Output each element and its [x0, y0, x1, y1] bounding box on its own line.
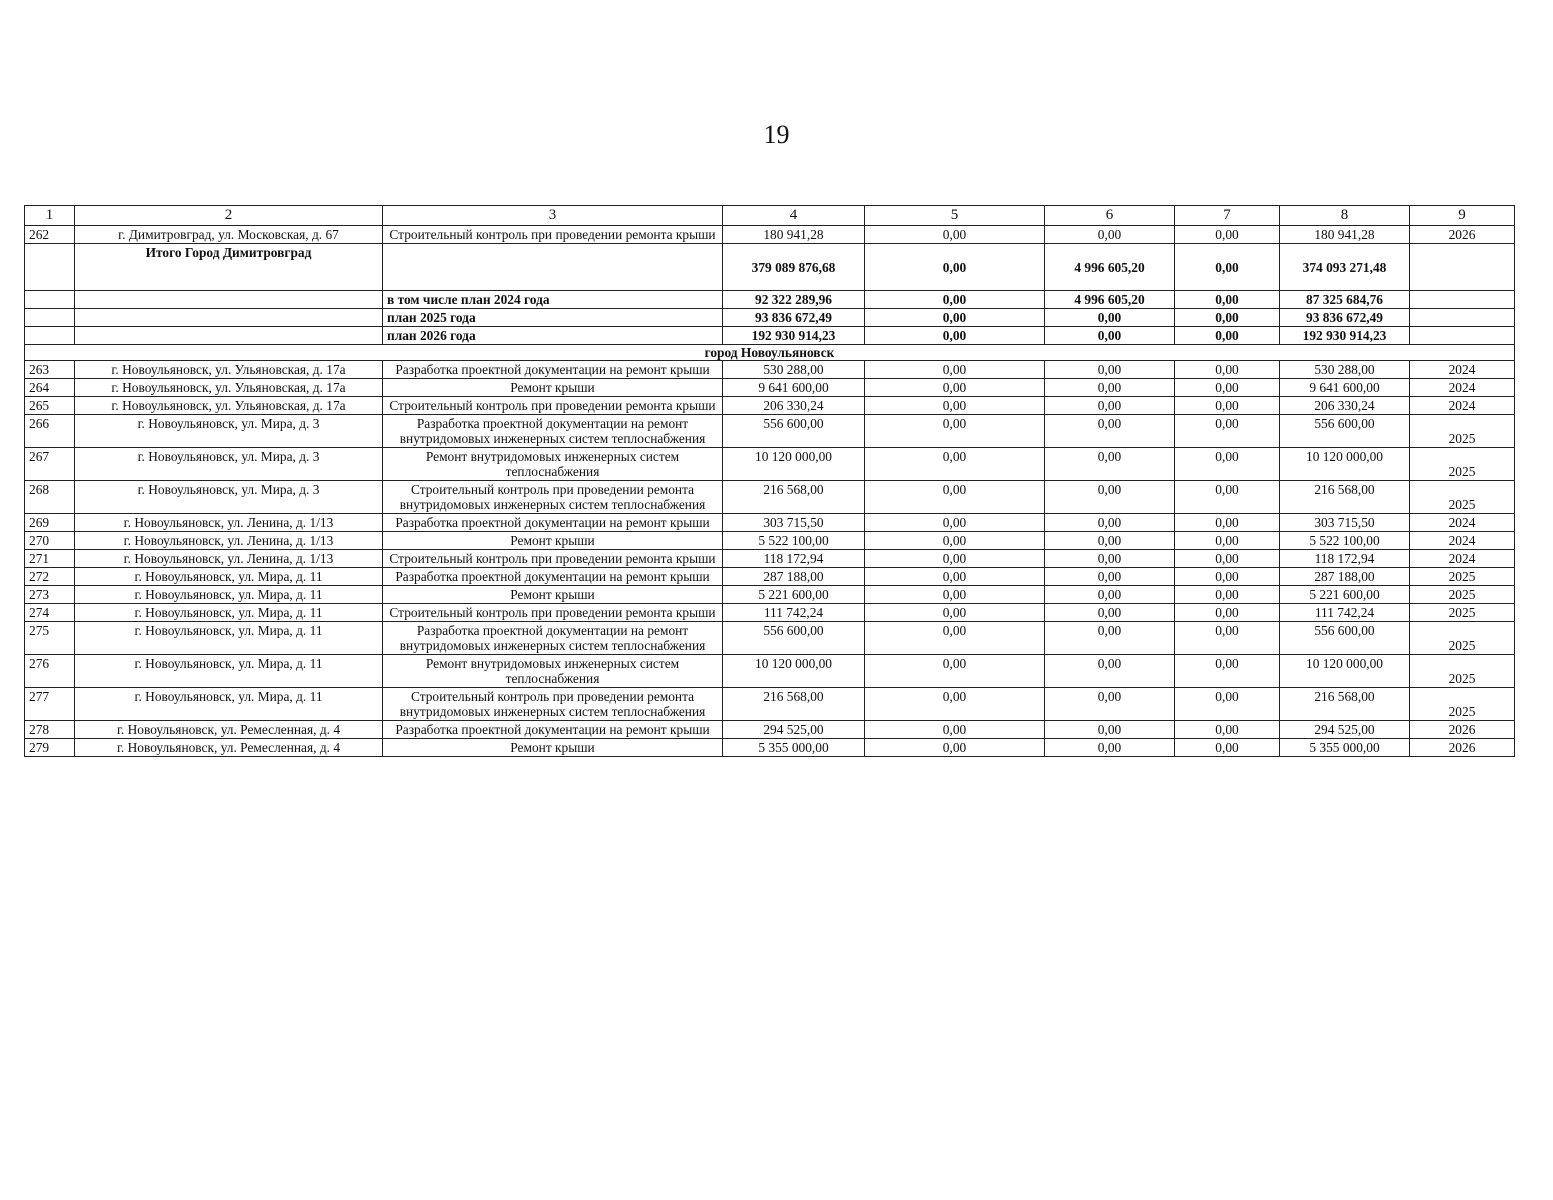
row-number-cell: 263 — [25, 361, 75, 379]
amount-col8-cell: 556 600,00 — [1280, 415, 1410, 448]
header-cell: 6 — [1045, 206, 1175, 226]
plan-row — [25, 327, 1515, 345]
address-cell: г. Новоульяновск, ул. Мира, д. 11 — [75, 655, 383, 688]
amount-col6-cell: 0,00 — [1045, 721, 1175, 739]
work-type-cell: Строительный контроль при проведении ремонта крыши — [383, 550, 723, 568]
plan-c7-cell: 0,00 — [1175, 309, 1280, 327]
amount-col5-cell: 0,00 — [865, 604, 1045, 622]
amount-col7-cell: 0,00 — [1175, 481, 1280, 514]
amount-col6-cell: 0,00 — [1045, 361, 1175, 379]
total-c6-cell: 4 996 605,20 — [1045, 244, 1175, 291]
year-cell: 2025 — [1410, 568, 1515, 586]
amount-col7-cell: 0,00 — [1175, 397, 1280, 415]
amount-col6-cell: 0,00 — [1045, 514, 1175, 532]
amount-col8-cell: 10 120 000,00 — [1280, 448, 1410, 481]
amount-col7-cell: 0,00 — [1175, 226, 1280, 244]
amount-col4-cell: 9 641 600,00 — [723, 379, 865, 397]
amount-col5-cell: 0,00 — [865, 361, 1045, 379]
amount-col7-cell: 0,00 — [1175, 604, 1280, 622]
row-number-cell: 266 — [25, 415, 75, 448]
table-row — [25, 481, 1515, 514]
amount-col6-cell: 0,00 — [1045, 655, 1175, 688]
amount-col5-cell: 0,00 — [865, 379, 1045, 397]
year-cell — [1410, 244, 1515, 291]
header-cell: 4 — [723, 206, 865, 226]
table-row — [25, 379, 1515, 397]
table-row — [25, 448, 1515, 481]
work-type-cell: Разработка проектной документации на ремонт внутридомовых инженерных систем теплоснабжения — [383, 415, 723, 448]
year-cell: 2024 — [1410, 532, 1515, 550]
table-row — [25, 568, 1515, 586]
table-row — [25, 688, 1515, 721]
amount-col7-cell: 0,00 — [1175, 622, 1280, 655]
amount-col6-cell: 0,00 — [1045, 379, 1175, 397]
amount-col4-cell: 294 525,00 — [723, 721, 865, 739]
address-cell: г. Новоульяновск, ул. Мира, д. 3 — [75, 481, 383, 514]
section-header-row — [25, 345, 1515, 361]
work-type-cell: Строительный контроль при проведении ремонта крыши — [383, 397, 723, 415]
row-number-cell — [25, 327, 75, 345]
table-row — [25, 721, 1515, 739]
address-cell: г. Новоульяновск, ул. Ленина, д. 1/13 — [75, 532, 383, 550]
amount-col7-cell: 0,00 — [1175, 739, 1280, 757]
year-cell: 2026 — [1410, 226, 1515, 244]
work-type-cell: Разработка проектной документации на ремонт внутридомовых инженерных систем теплоснабжения — [383, 622, 723, 655]
work-type-cell: Строительный контроль при проведении ремонта крыши — [383, 604, 723, 622]
row-number-cell: 268 — [25, 481, 75, 514]
amount-col4-cell: 5 522 100,00 — [723, 532, 865, 550]
table-row — [25, 655, 1515, 688]
budget-table-sheet — [24, 205, 1514, 757]
amount-col4-cell: 216 568,00 — [723, 688, 865, 721]
amount-col7-cell: 0,00 — [1175, 415, 1280, 448]
amount-col6-cell: 0,00 — [1045, 532, 1175, 550]
address-cell: г. Новоульяновск, ул. Мира, д. 11 — [75, 568, 383, 586]
row-number-cell: 279 — [25, 739, 75, 757]
amount-col8-cell: 10 120 000,00 — [1280, 655, 1410, 688]
year-cell: 2024 — [1410, 379, 1515, 397]
year-cell: 2024 — [1410, 550, 1515, 568]
amount-col5-cell: 0,00 — [865, 397, 1045, 415]
row-number-cell — [25, 244, 75, 291]
table-row — [25, 604, 1515, 622]
work-type-cell: Ремонт крыши — [383, 379, 723, 397]
row-number-cell: 267 — [25, 448, 75, 481]
amount-col4-cell: 216 568,00 — [723, 481, 865, 514]
amount-col5-cell: 0,00 — [865, 226, 1045, 244]
amount-col5-cell: 0,00 — [865, 448, 1045, 481]
year-cell — [1410, 291, 1515, 309]
amount-col5-cell: 0,00 — [865, 532, 1045, 550]
amount-col6-cell: 0,00 — [1045, 226, 1175, 244]
amount-col7-cell: 0,00 — [1175, 550, 1280, 568]
table-row — [25, 226, 1515, 244]
total-c7-cell: 0,00 — [1175, 244, 1280, 291]
year-cell: 2025 — [1410, 415, 1515, 448]
total-c8-cell: 374 093 271,48 — [1280, 244, 1410, 291]
amount-col5-cell: 0,00 — [865, 688, 1045, 721]
row-number-cell: 272 — [25, 568, 75, 586]
table-row — [25, 550, 1515, 568]
year-cell: 2026 — [1410, 739, 1515, 757]
plan-c8-cell: 93 836 672,49 — [1280, 309, 1410, 327]
amount-col7-cell: 0,00 — [1175, 655, 1280, 688]
amount-col6-cell: 0,00 — [1045, 415, 1175, 448]
amount-col6-cell: 0,00 — [1045, 481, 1175, 514]
address-cell: г. Новоульяновск, ул. Ульяновская, д. 17а — [75, 379, 383, 397]
row-number-cell: 274 — [25, 604, 75, 622]
year-cell: 2025 — [1410, 481, 1515, 514]
amount-col8-cell: 303 715,50 — [1280, 514, 1410, 532]
year-cell: 2024 — [1410, 397, 1515, 415]
amount-col5-cell: 0,00 — [865, 739, 1045, 757]
work-type-cell: Ремонт крыши — [383, 532, 723, 550]
amount-col8-cell: 287 188,00 — [1280, 568, 1410, 586]
address-cell: г. Новоульяновск, ул. Ульяновская, д. 17а — [75, 397, 383, 415]
label-cell — [383, 244, 723, 291]
address-cell: г. Новоульяновск, ул. Мира, д. 11 — [75, 604, 383, 622]
row-number-cell — [25, 291, 75, 309]
year-cell: 2025 — [1410, 688, 1515, 721]
row-number-cell: 277 — [25, 688, 75, 721]
year-cell: 2025 — [1410, 622, 1515, 655]
address-cell: г. Новоульяновск, ул. Мира, д. 11 — [75, 622, 383, 655]
plan-c7-cell: 0,00 — [1175, 327, 1280, 345]
amount-col4-cell: 287 188,00 — [723, 568, 865, 586]
plan-label-cell: в том числе план 2024 года — [383, 291, 723, 309]
address-cell: г. Новоульяновск, ул. Мира, д. 3 — [75, 415, 383, 448]
plan-row — [25, 291, 1515, 309]
amount-col7-cell: 0,00 — [1175, 532, 1280, 550]
amount-col4-cell: 556 600,00 — [723, 415, 865, 448]
plan-c4-cell: 192 930 914,23 — [723, 327, 865, 345]
work-type-cell: Строительный контроль при проведении ремонта внутридомовых инженерных систем теплоснабжения — [383, 481, 723, 514]
address-cell: г. Новоульяновск, ул. Ремесленная, д. 4 — [75, 739, 383, 757]
amount-col4-cell: 10 120 000,00 — [723, 448, 865, 481]
amount-col8-cell: 111 742,24 — [1280, 604, 1410, 622]
work-type-cell: Разработка проектной документации на ремонт крыши — [383, 514, 723, 532]
plan-c4-cell: 93 836 672,49 — [723, 309, 865, 327]
amount-col8-cell: 530 288,00 — [1280, 361, 1410, 379]
work-type-cell: Ремонт внутридомовых инженерных систем теплоснабжения — [383, 655, 723, 688]
amount-col8-cell: 180 941,28 — [1280, 226, 1410, 244]
total-row — [25, 244, 1515, 291]
amount-col4-cell: 118 172,94 — [723, 550, 865, 568]
address-cell: г. Новоульяновск, ул. Ленина, д. 1/13 — [75, 514, 383, 532]
row-number-cell: 262 — [25, 226, 75, 244]
work-type-cell: Ремонт крыши — [383, 739, 723, 757]
amount-col8-cell: 118 172,94 — [1280, 550, 1410, 568]
header-cell: 5 — [865, 206, 1045, 226]
page-number: 19 — [763, 120, 790, 149]
amount-col5-cell: 0,00 — [865, 568, 1045, 586]
plan-c5-cell: 0,00 — [865, 327, 1045, 345]
work-type-cell: Строительный контроль при проведении ремонта крыши — [383, 226, 723, 244]
row-number-cell: 275 — [25, 622, 75, 655]
work-type-cell: Строительный контроль при проведении ремонта внутридомовых инженерных систем теплоснабжения — [383, 688, 723, 721]
amount-col8-cell: 5 522 100,00 — [1280, 532, 1410, 550]
year-cell — [1410, 327, 1515, 345]
row-number-cell: 276 — [25, 655, 75, 688]
column-number-header — [25, 206, 1515, 226]
year-cell — [1410, 309, 1515, 327]
amount-col5-cell: 0,00 — [865, 514, 1045, 532]
amount-col4-cell: 303 715,50 — [723, 514, 865, 532]
work-type-cell: Разработка проектной документации на ремонт крыши — [383, 721, 723, 739]
row-number-cell: 264 — [25, 379, 75, 397]
row-number-cell: 273 — [25, 586, 75, 604]
row-number-cell — [25, 309, 75, 327]
work-type-cell: Разработка проектной документации на ремонт крыши — [383, 568, 723, 586]
table-row — [25, 415, 1515, 448]
row-number-cell: 265 — [25, 397, 75, 415]
work-type-cell: Ремонт внутридомовых инженерных систем теплоснабжения — [383, 448, 723, 481]
total-title-cell: Итого Город Димитровград — [75, 244, 383, 291]
address-cell — [75, 291, 383, 309]
amount-col5-cell: 0,00 — [865, 481, 1045, 514]
amount-col7-cell: 0,00 — [1175, 688, 1280, 721]
address-cell: г. Новоульяновск, ул. Ремесленная, д. 4 — [75, 721, 383, 739]
year-cell: 2025 — [1410, 448, 1515, 481]
amount-col5-cell: 0,00 — [865, 415, 1045, 448]
table-row — [25, 586, 1515, 604]
amount-col8-cell: 5 355 000,00 — [1280, 739, 1410, 757]
table-row — [25, 739, 1515, 757]
header-cell: 2 — [75, 206, 383, 226]
amount-col4-cell: 206 330,24 — [723, 397, 865, 415]
amount-col6-cell: 0,00 — [1045, 622, 1175, 655]
amount-col8-cell: 216 568,00 — [1280, 481, 1410, 514]
amount-col7-cell: 0,00 — [1175, 586, 1280, 604]
amount-col4-cell: 5 221 600,00 — [723, 586, 865, 604]
amount-col5-cell: 0,00 — [865, 655, 1045, 688]
row-number-cell: 269 — [25, 514, 75, 532]
plan-row — [25, 309, 1515, 327]
header-cell: 7 — [1175, 206, 1280, 226]
amount-col4-cell: 5 355 000,00 — [723, 739, 865, 757]
address-cell — [75, 327, 383, 345]
plan-c5-cell: 0,00 — [865, 291, 1045, 309]
table-row — [25, 514, 1515, 532]
table-row — [25, 532, 1515, 550]
total-c5-cell: 0,00 — [865, 244, 1045, 291]
work-type-cell: Ремонт крыши — [383, 586, 723, 604]
year-cell: 2026 — [1410, 721, 1515, 739]
plan-label-cell: план 2026 года — [383, 327, 723, 345]
address-cell: г. Новоульяновск, ул. Мира, д. 3 — [75, 448, 383, 481]
amount-col4-cell: 556 600,00 — [723, 622, 865, 655]
header-cell: 8 — [1280, 206, 1410, 226]
plan-c5-cell: 0,00 — [865, 309, 1045, 327]
total-c4-cell: 379 089 876,68 — [723, 244, 865, 291]
work-type-cell: Разработка проектной документации на ремонт крыши — [383, 361, 723, 379]
address-cell — [75, 309, 383, 327]
address-cell: г. Новоульяновск, ул. Мира, д. 11 — [75, 586, 383, 604]
year-cell: 2024 — [1410, 361, 1515, 379]
amount-col5-cell: 0,00 — [865, 586, 1045, 604]
amount-col6-cell: 0,00 — [1045, 568, 1175, 586]
amount-col7-cell: 0,00 — [1175, 568, 1280, 586]
plan-c6-cell: 0,00 — [1045, 309, 1175, 327]
amount-col4-cell: 111 742,24 — [723, 604, 865, 622]
amount-col7-cell: 0,00 — [1175, 448, 1280, 481]
plan-c7-cell: 0,00 — [1175, 291, 1280, 309]
amount-col8-cell: 206 330,24 — [1280, 397, 1410, 415]
amount-col6-cell: 0,00 — [1045, 604, 1175, 622]
amount-col5-cell: 0,00 — [865, 622, 1045, 655]
year-cell: 2025 — [1410, 586, 1515, 604]
plan-c8-cell: 87 325 684,76 — [1280, 291, 1410, 309]
year-cell: 2025 — [1410, 655, 1515, 688]
amount-col7-cell: 0,00 — [1175, 514, 1280, 532]
address-cell: г. Новоульяновск, ул. Мира, д. 11 — [75, 688, 383, 721]
row-number-cell: 278 — [25, 721, 75, 739]
plan-c4-cell: 92 322 289,96 — [723, 291, 865, 309]
amount-col8-cell: 294 525,00 — [1280, 721, 1410, 739]
address-cell: г. Новоульяновск, ул. Ульяновская, д. 17а — [75, 361, 383, 379]
amount-col7-cell: 0,00 — [1175, 379, 1280, 397]
header-cell: 3 — [383, 206, 723, 226]
table-row — [25, 622, 1515, 655]
amount-col6-cell: 0,00 — [1045, 397, 1175, 415]
amount-col7-cell: 0,00 — [1175, 721, 1280, 739]
section-title: город Новоульяновск — [25, 345, 1515, 361]
header-cell: 1 — [25, 206, 75, 226]
amount-col8-cell: 5 221 600,00 — [1280, 586, 1410, 604]
year-cell: 2025 — [1410, 604, 1515, 622]
plan-label-cell: план 2025 года — [383, 309, 723, 327]
plan-c6-cell: 0,00 — [1045, 327, 1175, 345]
table-body — [25, 206, 1515, 757]
table-row — [25, 361, 1515, 379]
amount-col6-cell: 0,00 — [1045, 739, 1175, 757]
amount-col6-cell: 0,00 — [1045, 550, 1175, 568]
amount-col8-cell: 9 641 600,00 — [1280, 379, 1410, 397]
amount-col8-cell: 556 600,00 — [1280, 622, 1410, 655]
plan-c8-cell: 192 930 914,23 — [1280, 327, 1410, 345]
amount-col5-cell: 0,00 — [865, 550, 1045, 568]
amount-col5-cell: 0,00 — [865, 721, 1045, 739]
amount-col4-cell: 10 120 000,00 — [723, 655, 865, 688]
year-cell: 2024 — [1410, 514, 1515, 532]
row-number-cell: 270 — [25, 532, 75, 550]
address-cell: г. Димитровград, ул. Московская, д. 67 — [75, 226, 383, 244]
amount-col8-cell: 216 568,00 — [1280, 688, 1410, 721]
amount-col7-cell: 0,00 — [1175, 361, 1280, 379]
plan-c6-cell: 4 996 605,20 — [1045, 291, 1175, 309]
amount-col6-cell: 0,00 — [1045, 688, 1175, 721]
budget-table — [24, 205, 1515, 757]
amount-col6-cell: 0,00 — [1045, 448, 1175, 481]
amount-col4-cell: 180 941,28 — [723, 226, 865, 244]
table-row — [25, 397, 1515, 415]
header-cell: 9 — [1410, 206, 1515, 226]
address-cell: г. Новоульяновск, ул. Ленина, д. 1/13 — [75, 550, 383, 568]
amount-col6-cell: 0,00 — [1045, 586, 1175, 604]
amount-col4-cell: 530 288,00 — [723, 361, 865, 379]
row-number-cell: 271 — [25, 550, 75, 568]
